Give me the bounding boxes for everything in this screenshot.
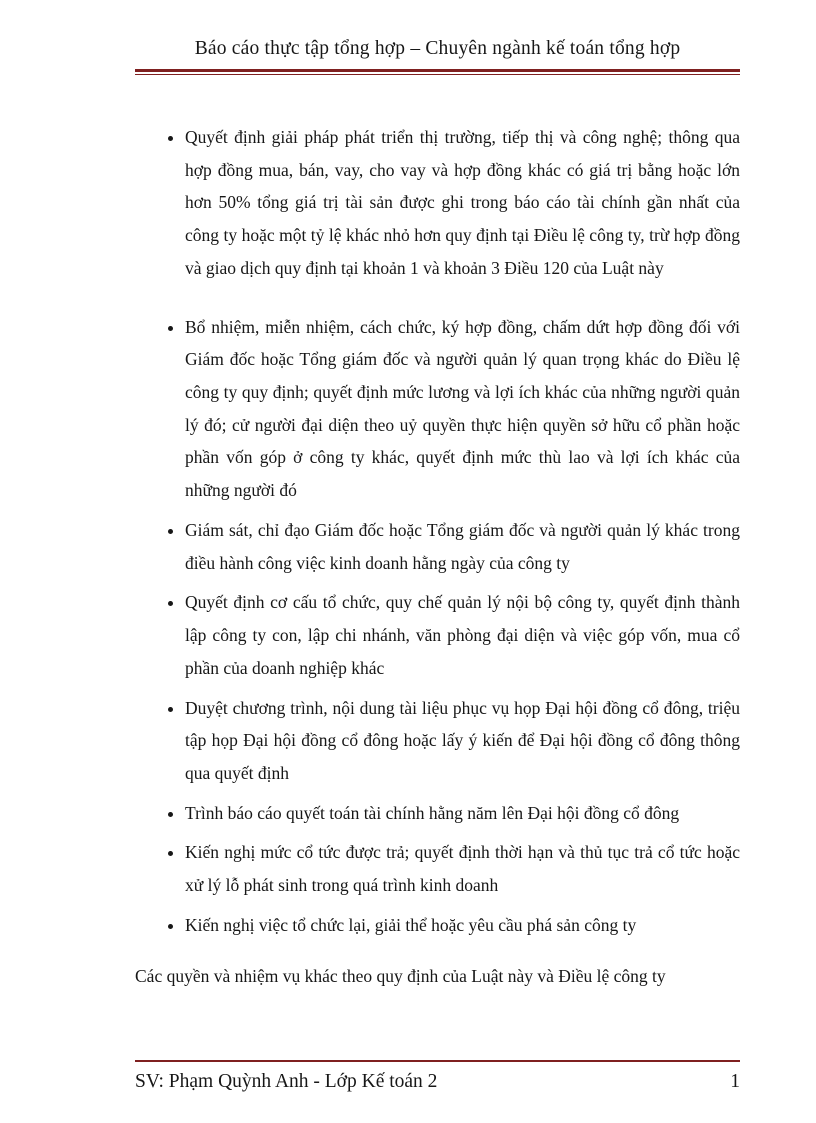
page-number: 1: [730, 1071, 740, 1092]
list-item: • Kiến nghị mức cổ tức được trả; quyết định thời hạn và thủ tục trả cổ tức hoặc xử lý lỗ phát sinh trong quá trình kinh doanh: [185, 836, 740, 901]
footer-author: SV: Phạm Quỳnh Anh - Lớp Kế toán 2: [135, 1071, 438, 1092]
closing-paragraph: Các quyền và nhiệm vụ khác theo quy định của Luật này và Điều lệ công ty: [135, 965, 666, 986]
list-item: • Giám sát, chỉ đạo Giám đốc hoặc Tổng giám đốc và người quản lý khác trong điều hành công việc kinh doanh hằng ngày của công ty: [185, 514, 740, 579]
list-item: • Kiến nghị việc tổ chức lại, giải thể hoặc yêu cầu phá sản công ty: [185, 909, 740, 942]
document-body: [135, 75, 740, 1060]
list-item: • Bổ nhiệm, miễn nhiệm, cách chức, ký hợp đồng, chấm dứt hợp đồng đối với Giám đốc hoặc Tổng giám đốc và người quản lý quan trọng khác do Điều lệ công ty quy định; quyết định mức lương và lợi ích khác của những người quản lý đó; cử người đại diện theo uỷ quyền thực hiện quyền sở hữu cổ phần hoặc phần vốn góp ở công ty khác, quyết định mức thù lao và lợi ích khác của những người đó: [185, 311, 740, 507]
list-item: • Quyết định giải pháp phát triển thị trường, tiếp thị và công nghệ; thông qua hợp đồng mua, bán, vay, cho vay và hợp đồng khác có giá trị bằng hoặc lớn hơn 50% tổng giá trị tài sản được ghi trong báo cáo tài chính gần nhất của công ty hoặc một tỷ lệ khác nhỏ hơn quy định tại Điều lệ công ty, trừ hợp đồng và giao dịch quy định tại khoản 1 và khoản 3 Điều 120 của Luật này: [185, 121, 740, 285]
page-footer: [135, 1060, 740, 1093]
list-item: • Quyết định cơ cấu tổ chức, quy chế quản lý nội bộ công ty, quyết định thành lập công ty con, lập chi nhánh, văn phòng đại diện và việc góp vốn, mua cổ phần của doanh nghiệp khác: [185, 586, 740, 684]
list-item: • Duyệt chương trình, nội dung tài liệu phục vụ họp Đại hội đồng cổ đông, triệu tập họp Đại hội đồng cổ đông hoặc lấy ý kiến để Đại hội đồng cổ đông thông qua quyết định: [185, 692, 740, 790]
footer-row: [135, 1062, 740, 1093]
list-item: • Trình báo cáo quyết toán tài chính hằng năm lên Đại hội đồng cổ đông: [185, 797, 740, 830]
duties-list: [135, 121, 740, 942]
page-header: [135, 38, 740, 75]
header-title: Báo cáo thực tập tổng hợp – Chuyên ngành kế toán tổng hợp: [194, 38, 681, 59]
